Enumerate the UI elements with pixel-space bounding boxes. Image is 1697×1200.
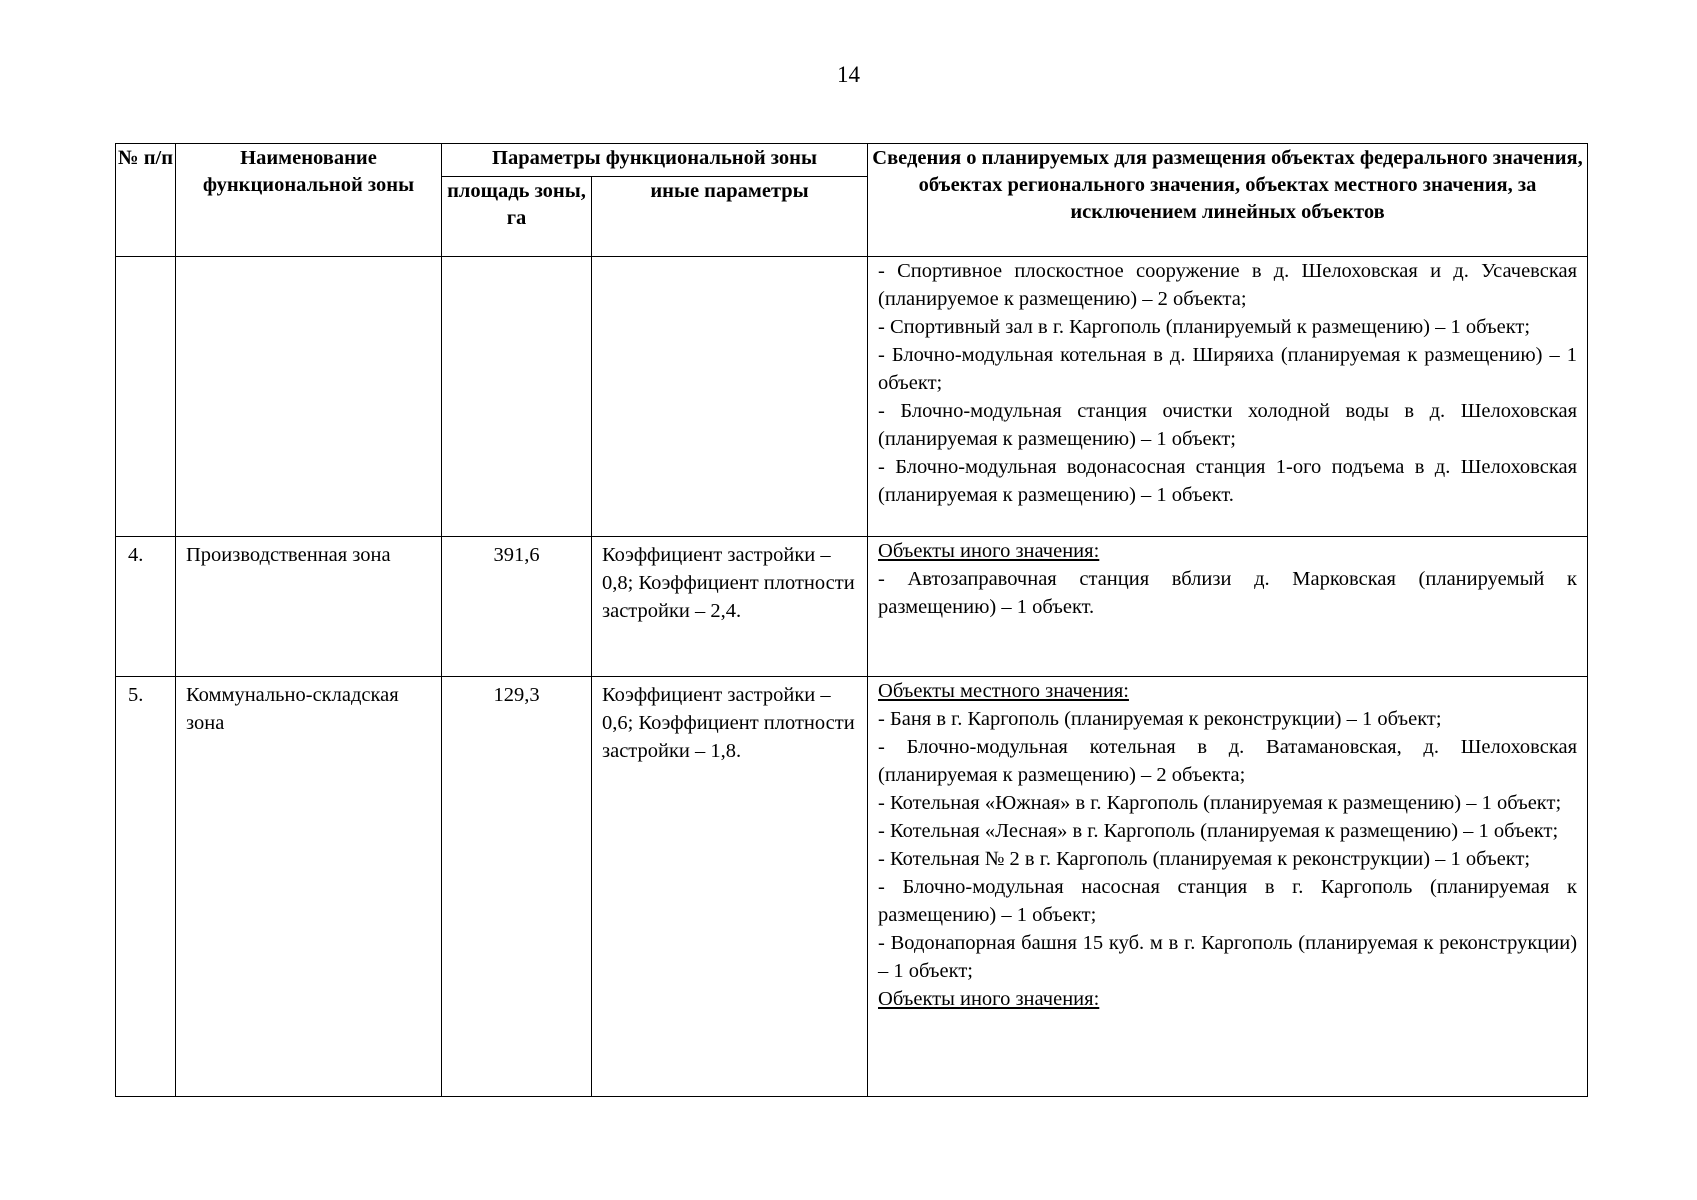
object-item: - Блочно-модульная водонасосная станция 1-ого подъема в д. Шелоховская (планируемая к размещению) – 1 объект.	[878, 456, 1578, 506]
zone-name-cell	[176, 257, 442, 537]
objects-group-heading: Объекты иного значения:	[878, 540, 1100, 562]
row-num-cell	[116, 257, 176, 537]
zone-area-cell: 391,6	[442, 537, 592, 677]
row-num-cell: 5.	[116, 677, 176, 1097]
zone-name-cell: Коммунально-складская зона	[176, 677, 442, 1097]
zone-area-cell: 129,3	[442, 677, 592, 1097]
object-item: - Блочно-модульная насосная станция в г. Каргополь (планируемая к размещению) – 1 объект;	[878, 876, 1578, 926]
zone-params-cell: Коэффициент застройки – 0,6; Коэффициент плотности застройки – 1,8.	[592, 677, 868, 1097]
header-num: № п/п	[116, 144, 176, 257]
table-row	[116, 677, 1588, 1097]
table-row	[116, 537, 1588, 677]
objects-group-heading: Объекты местного значения:	[878, 680, 1129, 702]
object-item: - Котельная «Лесная» в г. Каргополь (планируемая к размещению) – 1 объект;	[878, 820, 1559, 842]
object-item: - Котельная «Южная» в г. Каргополь (планируемая к размещению) – 1 объект;	[878, 792, 1562, 814]
planned-objects-cell	[868, 257, 1588, 537]
object-item: - Котельная № 2 в г. Каргополь (планируемая к реконструкции) – 1 объект;	[878, 848, 1531, 870]
object-item: - Спортивное плоскостное сооружение в д. Шелоховская и д. Усачевская (планируемое к размещению) – 2 объекта;	[878, 260, 1578, 310]
object-item: - Блочно-модульная котельная в д. Ватамановская, д. Шелоховская (планируемая к размещению) – 2 объекта;	[878, 736, 1578, 786]
header-other-params: иные параметры	[592, 177, 868, 257]
planned-objects-cell	[868, 537, 1588, 677]
zone-area-cell	[442, 257, 592, 537]
row-num-cell: 4.	[116, 537, 176, 677]
table-row	[116, 257, 1588, 537]
object-item: - Блочно-модульная котельная в д. Ширяиха (планируемая к размещению) – 1 объект;	[878, 344, 1578, 394]
zone-name-cell: Производственная зона	[176, 537, 442, 677]
header-zone-name: Наименование функциональной зоны	[176, 144, 442, 257]
functional-zones-table	[115, 143, 1588, 1097]
header-zone-params: Параметры функциональной зоны	[442, 144, 868, 177]
page-number: 14	[837, 62, 860, 87]
object-item: - Блочно-модульная станция очистки холодной воды в д. Шелоховская (планируемая к размещению) – 1 объект;	[878, 400, 1578, 450]
object-item: - Автозаправочная станция вблизи д. Марковская (планируемый к размещению) – 1 объект.	[878, 568, 1578, 618]
objects-group-heading: Объекты иного значения:	[878, 988, 1100, 1010]
object-item: - Водонапорная башня 15 куб. м в г. Каргополь (планируемая к реконструкции) – 1 объект;	[878, 932, 1578, 982]
object-item: - Спортивный зал в г. Каргополь (планируемый к размещению) – 1 объект;	[878, 316, 1531, 338]
zone-params-cell: Коэффициент застройки – 0,8; Коэффициент плотности застройки – 2,4.	[592, 537, 868, 677]
header-planned-objects: Сведения о планируемых для размещения объектах федерального значения, объектах регионального значения, объектах местного значения, за исключением линейных объектов	[868, 144, 1588, 257]
object-item: - Баня в г. Каргополь (планируемая к реконструкции) – 1 объект;	[878, 708, 1442, 730]
planned-objects-cell	[868, 677, 1588, 1097]
header-area: площадь зоны, га	[442, 177, 592, 257]
zone-params-cell	[592, 257, 868, 537]
